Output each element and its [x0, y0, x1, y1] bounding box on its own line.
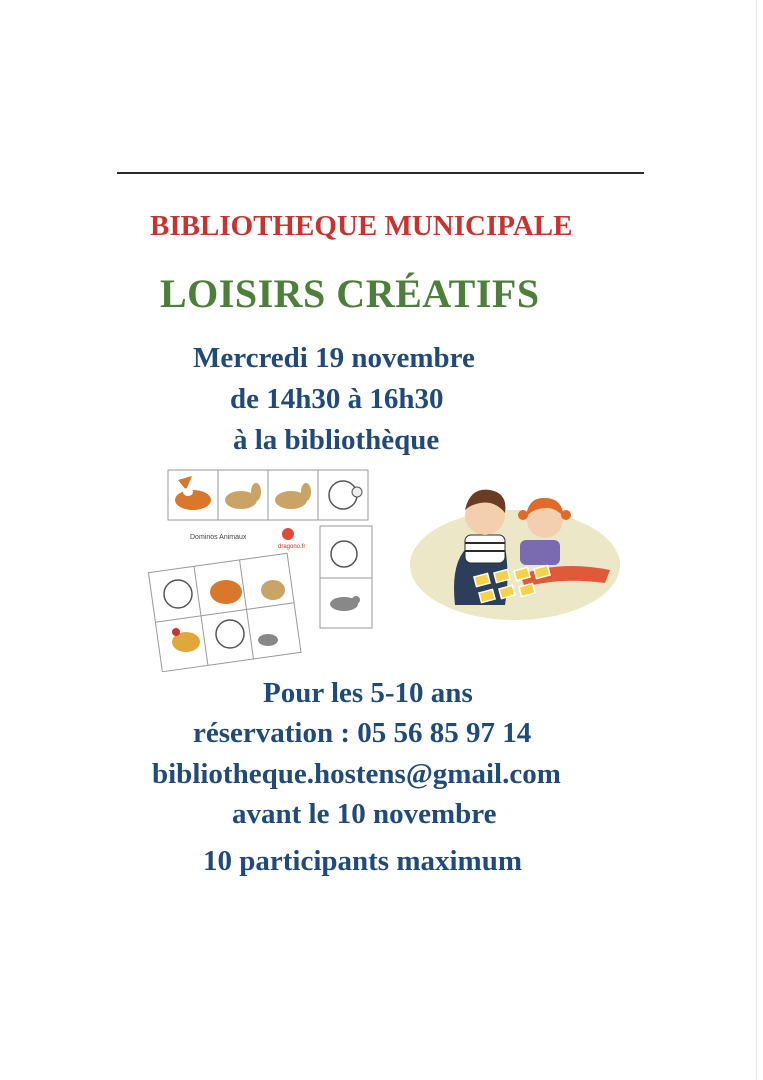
dominos-caption: Dominos Animaux	[190, 534, 247, 541]
dominos-illustration	[148, 462, 378, 672]
children-playing-illustration	[410, 465, 620, 625]
event-title: LOISIRS CRÉATIFS	[160, 271, 540, 316]
library-title: BIBLIOTHEQUE MUNICIPALE	[150, 210, 573, 242]
top-rule	[117, 172, 644, 174]
mouse-icon	[258, 634, 278, 646]
page-edge	[756, 0, 757, 1080]
contact-email: bibliotheque.hostens@gmail.com	[152, 758, 561, 790]
rabbit-icon	[261, 580, 285, 600]
event-time: de 14h30 à 16h30	[230, 383, 444, 415]
participant-limit: 10 participants maximum	[203, 845, 522, 877]
booking-deadline: avant le 10 novembre	[232, 798, 497, 830]
ground-shape	[410, 510, 620, 620]
brand-label: dragono.fr	[278, 544, 306, 550]
booking-phone: réservation : 05 56 85 97 14	[193, 717, 532, 749]
sheep-icon	[331, 541, 357, 567]
domino-card	[148, 553, 301, 672]
sheep-icon	[164, 580, 192, 608]
event-place: à la bibliothèque	[233, 424, 440, 456]
event-date: Mercredi 19 novembre	[193, 342, 475, 374]
fox-icon	[210, 580, 242, 604]
age-range: Pour les 5-10 ans	[263, 677, 473, 709]
sheep-icon	[216, 620, 244, 648]
dragon-icon	[282, 528, 294, 540]
